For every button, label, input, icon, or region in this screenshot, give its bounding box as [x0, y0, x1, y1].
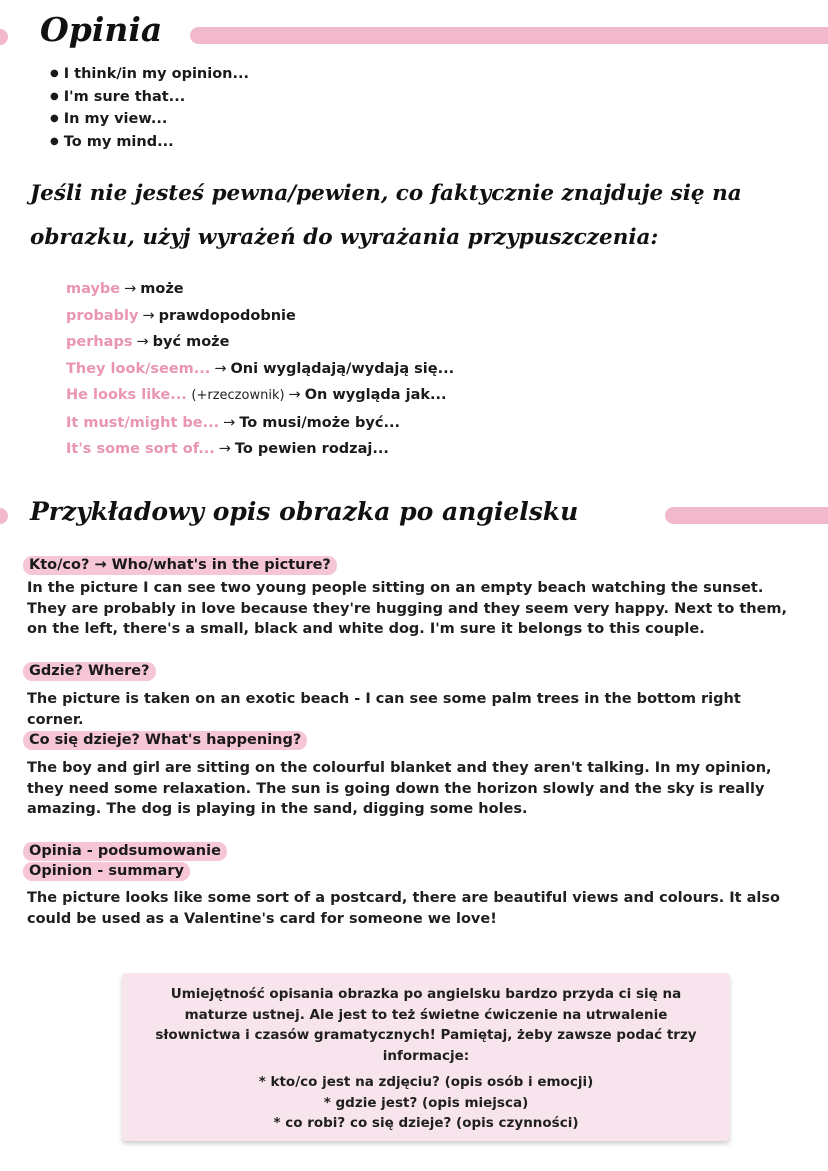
arrow-icon: → — [124, 281, 137, 297]
tip-item: * kto/co jest na zdjęciu? (opis osób i emocji) — [258, 1074, 594, 1090]
phrase-polish: Oni wyglądają/wydają się... — [230, 360, 455, 377]
hedging-heading-line2: obrazku, użyj wyrażeń do wyrażania przypuszczenia: — [30, 225, 659, 250]
phrase-polish: To pewien rodzaj... — [234, 441, 389, 457]
list-item: ● In my view... — [50, 109, 249, 132]
phrase-polish: może — [140, 281, 184, 297]
phrase-row — [66, 410, 454, 437]
phrase-polish: On wygląda jak... — [304, 387, 447, 403]
happening-paragraph: The boy and girl are sitting on the colourful blanket and they aren't talking. In my opinion, they need some relaxation. The sun is going down the horizon slowly and the sky is really amazing. The dog is playing in the sand, digging some holes. — [27, 760, 772, 817]
phrase-row — [66, 382, 454, 410]
decor-dot-left-middle — [0, 508, 8, 524]
phrase-note: (+rzeczownik) — [191, 388, 285, 403]
phrase-polish: To musi/może być... — [239, 414, 400, 431]
opinion-label-en: Opinion - summary — [23, 862, 190, 881]
happening-label: Co się dzieje? What's happening? — [23, 731, 307, 750]
phrase-row — [66, 276, 454, 303]
arrow-icon: → — [288, 387, 301, 403]
hedging-heading-line1: Jeśli nie jesteś pewna/pewien, co faktycznie znajduje się na — [30, 181, 742, 206]
matura-tip-box — [122, 973, 730, 1141]
phrase-polish: prawdopodobnie — [158, 307, 296, 324]
sample-description-title: Przykładowy opis obrazka po angielsku — [30, 497, 579, 526]
hedging-phrases — [66, 276, 454, 463]
tip-item: * co robi? co się dzieje? (opis czynności) — [273, 1115, 579, 1131]
decor-bar-middle — [665, 507, 828, 524]
phrase-english: It's some sort of... — [66, 441, 215, 457]
phrase-row — [66, 303, 454, 330]
opinion-paragraph: The picture looks like some sort of a postcard, there are beautiful views and colours. It also could be used as a Valentine's card for someone we love! — [27, 890, 780, 927]
phrase-english: maybe — [66, 281, 121, 297]
phrase-english: They look/seem... — [66, 360, 211, 377]
phrase-english: It must/might be... — [66, 414, 220, 431]
tip-item: * gdzie jest? (opis miejsca) — [323, 1094, 529, 1111]
opinion-label-pl: Opinia - podsumowanie — [23, 842, 227, 861]
who-label: Kto/co? → Who/what's in the picture? — [23, 556, 337, 575]
phrase-row — [66, 436, 454, 463]
list-item: ● I'm sure that... — [50, 87, 249, 110]
phrase-row — [66, 329, 454, 356]
arrow-icon: → — [136, 334, 149, 350]
phrase-english: perhaps — [66, 334, 133, 350]
opinia-title: Opinia — [40, 10, 163, 49]
tip-intro: Umiejętność opisania obrazka po angielsku bardzo przyda ci się na maturze ustnej. Ale jest to też świetne ćwiczenie na utrwalenie słownictwa i czasów gramatycznych! Pamiętaj, żeby zawsze podać trzy informacje: — [155, 986, 697, 1064]
arrow-icon: → — [214, 360, 227, 377]
phrase-row — [66, 356, 454, 383]
decor-bar-top — [190, 27, 828, 44]
list-item: ● I think/in my opinion... — [50, 64, 249, 87]
phrase-english: He looks like... — [66, 387, 187, 403]
where-label: Gdzie? Where? — [23, 662, 156, 681]
who-paragraph: In the picture I can see two young people sitting on an empty beach watching the sunset. They are probably in love because they're hugging and they seem very happy. Next to them, on the left, there's a small, black and white dog. I'm sure it belongs to this couple. — [27, 580, 788, 637]
decor-dot-left-top — [0, 29, 8, 45]
list-item: ● To my mind... — [50, 132, 249, 155]
phrase-english: probably — [66, 307, 139, 324]
opinion-phrases-list — [50, 64, 249, 154]
arrow-icon: → — [223, 414, 236, 431]
arrow-icon: → — [218, 441, 231, 457]
where-paragraph: The picture is taken on an exotic beach - I can see some palm trees in the bottom right corner. — [27, 691, 741, 728]
arrow-icon: → — [142, 307, 155, 324]
phrase-polish: być może — [152, 334, 230, 350]
